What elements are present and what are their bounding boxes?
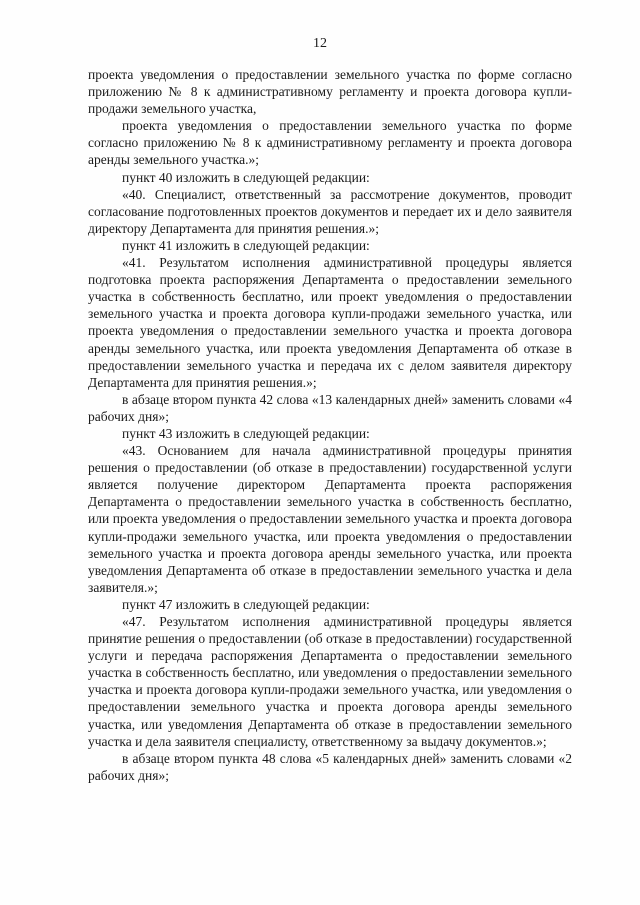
paragraph-3: пункт 40 изложить в следующей редакции: [122,169,370,185]
paragraph-8: пункт 43 изложить в следующей редакции: [122,425,370,441]
paragraph-6: «41. Результатом исполнения административной процедуры является подготовка проекта распоряжения Департамента о предоставлении земельного участка в собственность бесплатно, или проект уведомления о предоставлении земельного участка и проекта договора купли-продажи земельного участка, или проекта уведомления о предоставлении земельного участка и проекта договора аренды земельного участка, или проекта уведомления Департамента об отказе в предоставлении земельного участка и передача их с делом заявителя директору Департамента для принятия решения.»; [88,255,572,390]
paragraph-5: пункт 41 изложить в следующей редакции: [122,237,370,253]
paragraph-11: «47. Результатом исполнения административной процедуры является принятие решения о предоставлении (об отказе в предоставлении) государственной услуги и передача распоряжения Департамента о предоставлении земельного участка в собственность бесплатно, или уведомления о предоставлении земельного участка и проекта договора купли-продажи земельного участка, или уведомления о предоставлении земельного участка и проекта договора аренды земельного участка, или уведомления Департамента об отказе в предоставлении земельного участка и дела заявителя специалисту, ответственному за выдачу документов.»; [88,614,572,749]
document-body [88,66,572,784]
paragraph-2: проекта уведомления о предоставлении земельного участка по форме согласно приложению № 8 к административному регламенту и проекта договора аренды земельного участка.»; [88,118,572,168]
paragraph-1: проекта уведомления о предоставлении земельного участка по форме согласно приложению № 8 к административному регламенту и проекта договора купли-продажи земельного участка, [88,67,572,117]
paragraph-10: пункт 47 изложить в следующей редакции: [122,596,370,612]
paragraph-9: «43. Основанием для начала административной процедуры принятия решения о предоставлении (об отказе в предоставлении) государственной услуги является получение директором Департамента проекта распоряжения Департамента о предоставлении земельного участка в собственность бесплатно, или проекта уведомления о предоставлении земельного участка и проекта договора купли-продажи земельного участка, или проекта уведомления о предоставлении земельного участка и проекта договора аренды земельного участка, или проекта уведомления Департамента об отказе в предоставлении земельного участка и дела заявителя.»; [88,443,572,595]
paragraph-7: в абзаце втором пункта 42 слова «13 календарных дней» заменить словами «4 рабочих дня»; [88,391,572,424]
paragraph-4: «40. Специалист, ответственный за рассмотрение документов, проводит согласование подготовленных проектов документов и передает их и дело заявителя директору Департамента для принятия решения.»; [88,186,572,236]
paragraph-12: в абзаце втором пункта 48 слова «5 календарных дней» заменить словами «2 рабочих дня»; [88,750,572,783]
page-number: 12 [313,36,327,51]
